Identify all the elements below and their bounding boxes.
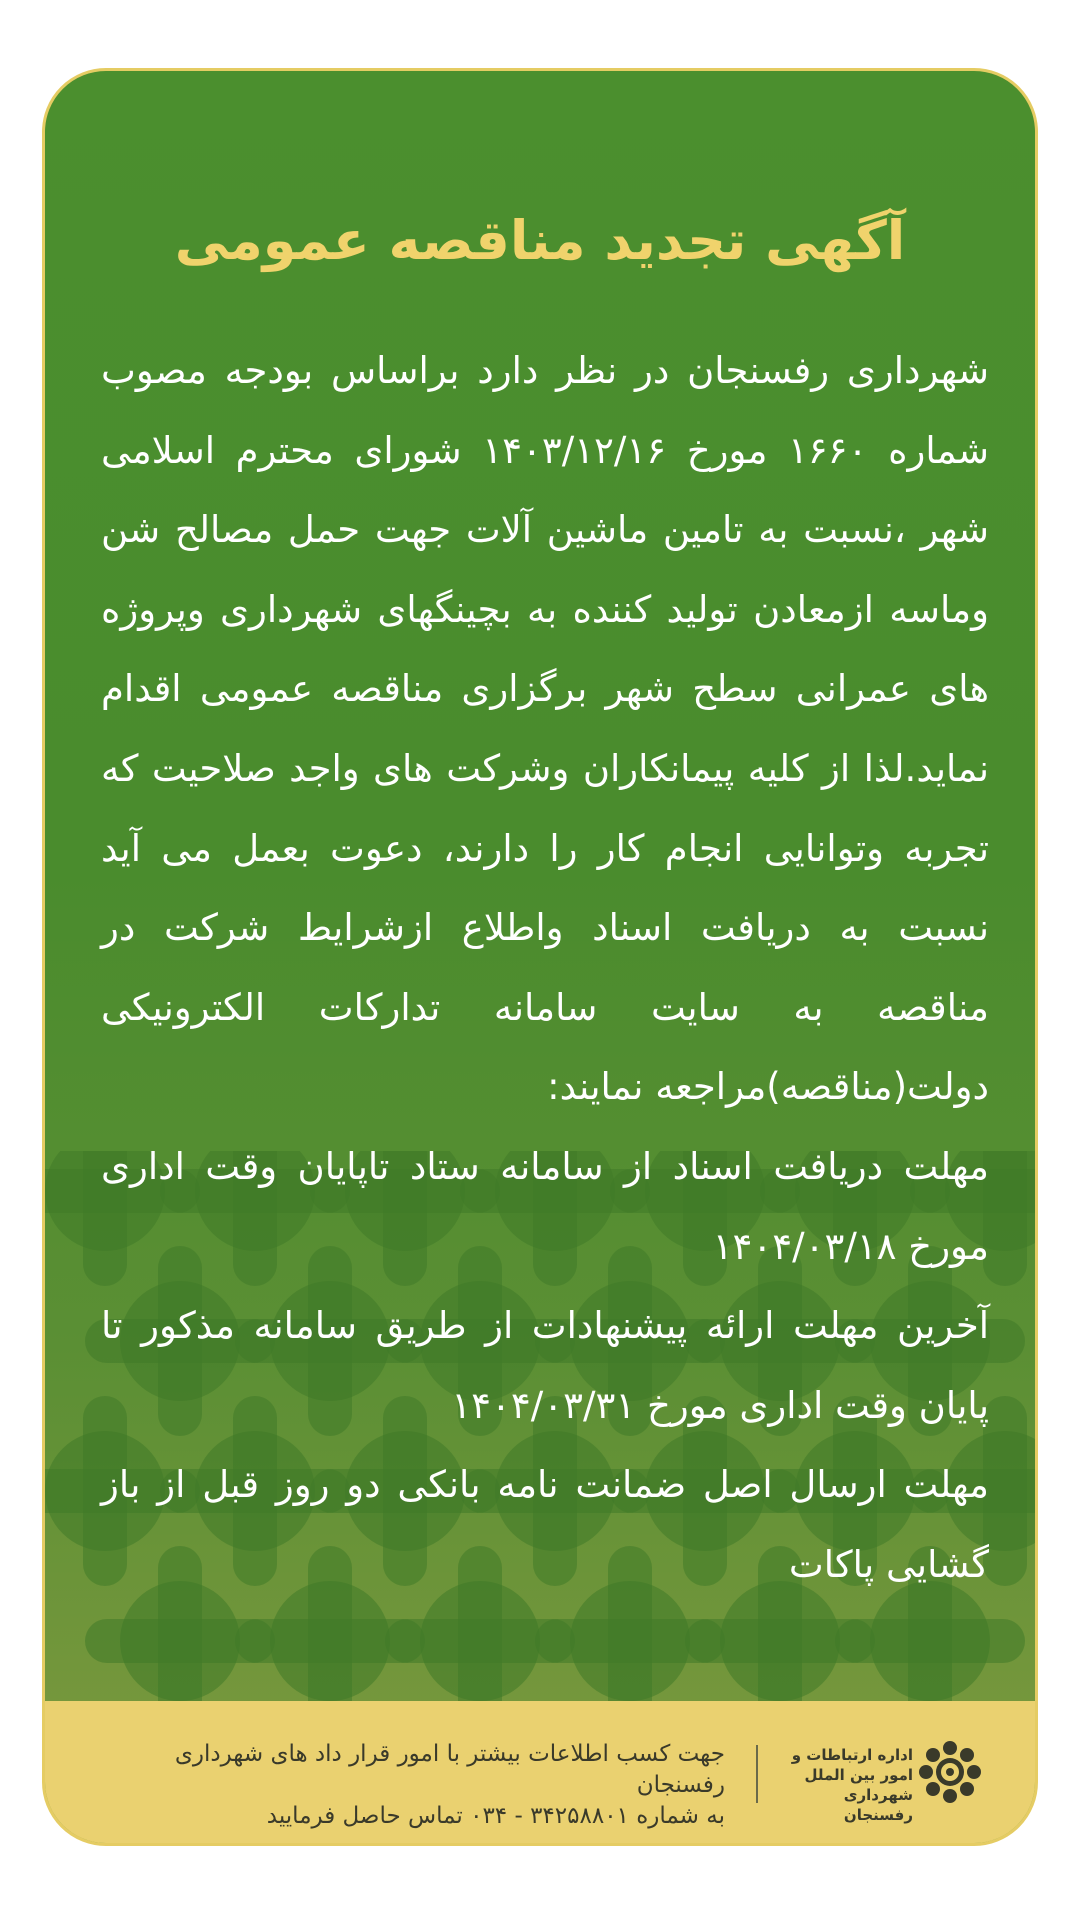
footer-divider <box>756 1745 758 1803</box>
department-line-2: امور بین الملل <box>804 1766 913 1784</box>
footer-bar <box>45 1701 1035 1843</box>
footer-contact-text <box>85 1739 725 1832</box>
body-paragraph-document-deadline: مهلت دریافت اسناد از سامانه ستاد تاپایان وقت اداری مورخ ۱۴۰۴/۰۳/۱۸ <box>101 1144 989 1268</box>
footer-line-1: جهت کسب اطلاعات بیشتر با امور قرار داد های شهرداری رفسنجان <box>174 1741 725 1798</box>
announcement-card <box>42 68 1038 1846</box>
announcement-body <box>101 331 989 1605</box>
municipality-logo-icon <box>917 1739 983 1805</box>
department-line-3: شهرداری رفسنجان <box>843 1786 913 1824</box>
body-paragraph-guarantee-deadline: مهلت ارسال اصل ضمانت نامه بانکی دو روز قبل از باز گشایی پاکات <box>101 1463 989 1586</box>
body-paragraph-proposal-deadline: آخرین مهلت ارائه پیشنهادات از طریق سامانه مذکور تا پایان وقت اداری مورخ ۱۴۰۴/۰۳/۳۱ <box>101 1304 989 1427</box>
department-line-1: اداره ارتباطات و <box>791 1746 913 1764</box>
body-paragraph-intro: شهرداری رفسنجان در نظر دارد براساس بودجه مصوب شماره ۱۶۶۰ مورخ ۱۴۰۳/۱۲/۱۶ شورای محترم اسلامی شهر ،نسبت به تامین ماشین آلات جهت حمل مصالح شن وماسه ازمعادن تولید کننده به بچینگهای شهرداری وپروژه های عمرانی سطح شهر برگزاری مناقصه عمومی اقدام نماید.لذا از کلیه پیمانکاران وشرکت های واجد صلاحیت که تجربه وتوانایی انجام کار را دارند، دعوت بعمل می آید نسبت به دریافت اسناد واطلاع ازشرایط شرکت در مناقصه به سایت سامانه تدارکات الکترونیکی دولت(مناقصه)مراجعه نمایند: <box>101 349 989 1109</box>
page-title: آگهی تجدید مناقصه عمومی <box>174 209 906 272</box>
footer-line-2: به شماره ۳۴۲۵۸۸۰۱ - ۰۳۴ تماس حاصل فرمایید <box>266 1803 725 1829</box>
department-name <box>783 1745 913 1825</box>
